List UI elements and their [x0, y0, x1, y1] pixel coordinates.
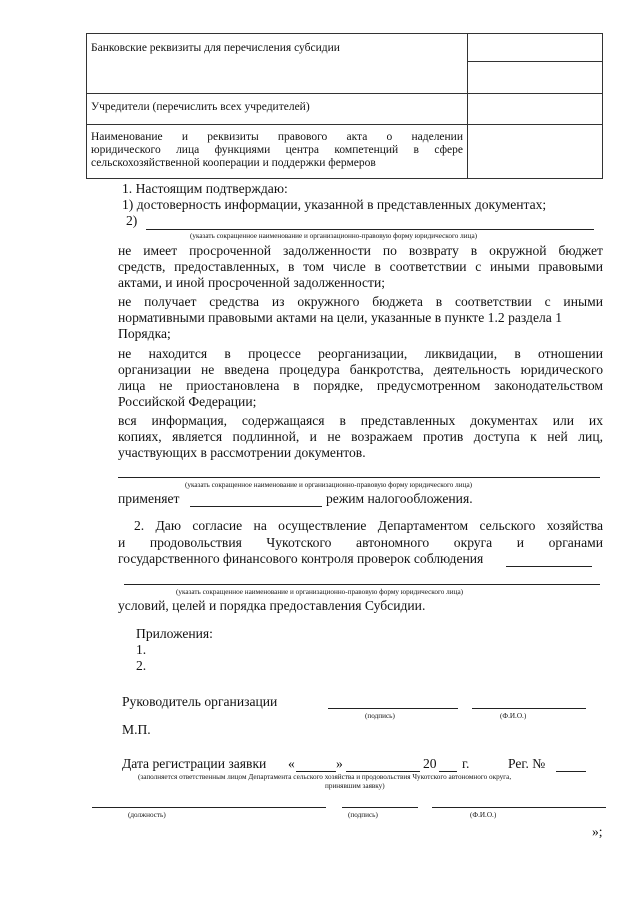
- founders-value[interactable]: [468, 94, 603, 125]
- compliance-org-field[interactable]: [506, 566, 592, 567]
- registration-note-line: принявшим заявку): [325, 782, 385, 790]
- table-row: [87, 94, 603, 125]
- registration-year-prefix: 20: [423, 756, 437, 771]
- attachment-item: 2.: [136, 658, 147, 673]
- quote-open: «: [288, 756, 295, 771]
- head-signature-field[interactable]: [328, 708, 458, 709]
- officer-name-field[interactable]: [432, 807, 606, 808]
- tax-prefix: применяет: [118, 491, 180, 506]
- paragraph-debt-cont: средств, предоставленных, в том числе в соответствии с иными правовыми актами, и иной просроченной задолженности;: [118, 259, 603, 290]
- head-signature-caption: (подпись): [365, 712, 395, 720]
- section1-heading: 1. Настоящим подтверждаю:: [122, 181, 288, 196]
- head-name-field[interactable]: [472, 708, 586, 709]
- org-name-field-2[interactable]: [118, 477, 600, 478]
- requisites-table: [86, 33, 603, 179]
- registration-note-line: (заполняется ответственным лицом Департамента сельского хозяйства и продовольствия Чукотского автономного округа,: [138, 773, 512, 781]
- closing-quote: »;: [592, 824, 603, 839]
- legal-act-value[interactable]: [468, 125, 603, 179]
- section2-line1: 2. Даю согласие на осуществление Департаментом сельского хозяйства: [134, 518, 603, 533]
- registration-day-field[interactable]: [296, 771, 336, 772]
- legal-act-label: [87, 125, 468, 179]
- officer-signature-field[interactable]: [342, 807, 418, 808]
- registration-date-label: Дата регистрации заявки: [122, 756, 267, 771]
- bank-requisites-label: Банковские реквизиты для перечисления субсидии: [87, 34, 468, 94]
- legal-act-line: Наименование и реквизиты правового акта о наделении: [91, 131, 463, 143]
- paragraph-info: вся информация, содержащаяся в представленных документах или их: [118, 413, 603, 428]
- legal-act-line: сельскохозяйственной кооперации и поддержки фермеров: [91, 157, 376, 169]
- attachment-item: 1.: [136, 642, 147, 657]
- registration-year-suffix: г.: [462, 756, 470, 771]
- org-name-caption-1: (указать сокращенное наименование и организационно-правовую форму юридического лица): [190, 232, 478, 240]
- head-name-caption: (Ф.И.О.): [500, 712, 527, 720]
- registration-year-field[interactable]: [439, 771, 457, 772]
- attachments-heading: Приложения:: [136, 626, 213, 641]
- founders-label: Учредители (перечислить всех учредителей): [87, 94, 468, 125]
- legal-act-line: юридического лица функциями центра компетенций в сфере: [91, 144, 463, 156]
- tax-suffix: режим налогообложения.: [326, 491, 473, 506]
- table-row: [87, 125, 603, 179]
- stamp-label: М.П.: [122, 722, 151, 737]
- org-name-field-1[interactable]: [146, 229, 594, 230]
- registration-number-field[interactable]: [556, 771, 586, 772]
- paragraph-funding: не получает средства из окружного бюджета в соответствии с иными: [118, 294, 603, 309]
- officer-position-caption: (должность): [128, 811, 166, 819]
- section2-body: и продовольствия Чукотского автономного округа и органами государственного финансового контроля проверок соблюдения: [118, 535, 603, 566]
- tax-regime-field[interactable]: [190, 506, 322, 507]
- section1-item2-prefix: 2): [126, 213, 138, 228]
- section1-item1: 1) достоверность информации, указанной в представленных документах;: [122, 197, 547, 212]
- head-of-org-label: Руководитель организации: [122, 694, 278, 709]
- paragraph-funding-cont: нормативными правовыми актами на цели, указанные в пункте 1.2 раздела 1 Порядка;: [118, 310, 562, 341]
- section2-tail: условий, целей и порядка предоставления Субсидии.: [118, 598, 426, 613]
- officer-position-field[interactable]: [92, 807, 326, 808]
- registration-month-field[interactable]: [346, 771, 420, 772]
- quote-close: »: [336, 756, 343, 771]
- paragraph-reorg-cont: организации не введена процедура банкротства, деятельность юридического лица не приостановлена в порядке, предусмотренном законодательством Российской Федерации;: [118, 362, 603, 409]
- officer-name-caption: (Ф.И.О.): [470, 811, 497, 819]
- org-name-caption-3: (указать сокращенное наименование и организационно-правовую форму юридического лица): [176, 588, 464, 596]
- bank-requisites-value[interactable]: [468, 34, 603, 94]
- paragraph-reorg: не находится в процессе реорганизации, ликвидации, в отношении: [118, 346, 603, 361]
- paragraph-debt: не имеет просроченной задолженности по возврату в окружной бюджет: [118, 243, 603, 258]
- paragraph-info-cont: копиях, является подлинной, и не возражаем против доступа к ней лиц, участвующих в рассмотрении документов.: [118, 429, 603, 460]
- org-name-field-3[interactable]: [124, 584, 600, 585]
- officer-signature-caption: (подпись): [348, 811, 378, 819]
- org-name-caption-2: (указать сокращенное наименование и организационно-правовую форму юридического лица): [185, 481, 473, 489]
- table-row: [87, 34, 603, 94]
- registration-number-label: Рег. №: [508, 756, 546, 771]
